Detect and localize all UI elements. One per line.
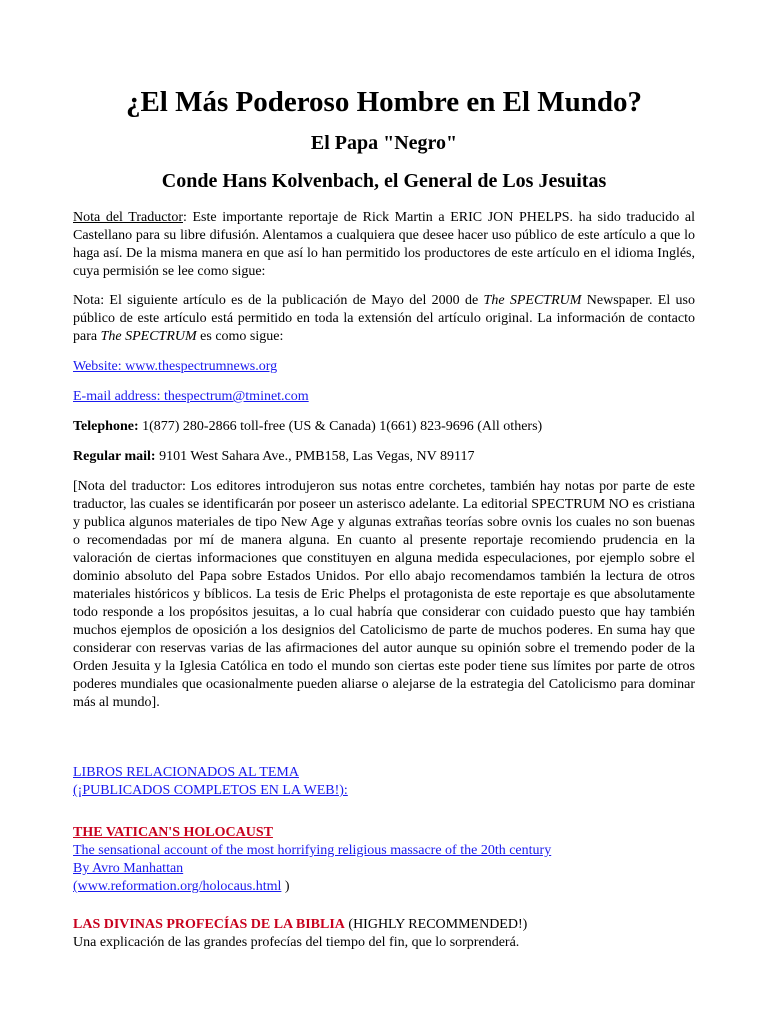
divinas-desc: Una explicación de las grandes profecías del tiempo del fin, que lo sorprenderá. [73, 935, 520, 950]
telephone-label: Telephone: [73, 419, 139, 434]
subtitle: El Papa "Negro" [310, 132, 458, 154]
note-text-2: Newspaper. El uso público de este artículo está permitido en toda la extensión del artículo original. La información de contacto para [73, 293, 695, 344]
related-books-link-1[interactable]: LIBROS RELACIONADOS AL TEMA [73, 765, 299, 780]
note-paragraph [73, 292, 695, 346]
vatican-book-entry [73, 824, 695, 896]
vatican-url-link[interactable]: (www.reformation.org/holocaus.html [73, 879, 282, 894]
mail-label: Regular mail: [73, 449, 156, 464]
email-line [73, 388, 695, 406]
website-link[interactable]: Website: www.thespectrumnews.org [73, 359, 278, 374]
related-books-link-2[interactable]: (¡PUBLICADOS COMPLETOS EN LA WEB!): [73, 783, 348, 798]
mail-line [73, 448, 695, 466]
divinas-book-entry [73, 916, 695, 952]
vatican-desc-link[interactable]: The sensational account of the most horrifying religious massacre of the 20th century [73, 843, 552, 858]
note-italic-1: The SPECTRUM [483, 293, 582, 308]
email-link[interactable]: E-mail address: thespectrum@tminet.com [73, 389, 309, 404]
subtitle-author: Conde Hans Kolvenbach, el General de Los Jesuitas [161, 170, 607, 192]
note-text-3: es como sigue: [196, 329, 284, 344]
website-line [73, 358, 695, 376]
divinas-note: (HIGHLY RECOMMENDED!) [344, 917, 528, 932]
mail-value: 9101 West Sahara Ave., PMB158, Las Vegas, NV 89117 [155, 449, 475, 464]
note-italic-2: The SPECTRUM [100, 329, 197, 344]
telephone-line [73, 418, 695, 436]
vatican-url-close: ) [281, 879, 290, 894]
related-books-heading [73, 764, 695, 800]
translator-note-label: Nota del Traductor [73, 210, 183, 225]
page-title: ¿El Más Poderoso Hombre en El Mundo? [125, 86, 643, 118]
translator-bracket-note: [Nota del traductor: Los editores introdujeron sus notas entre corchetes, también hay notas por parte de este traductor, las cuales se identificarán por poseer un asterisco adelante. La editorial SPECTRUM NO es cristiana y publica algunos materiales de tipo New Age y algunas extrañas teorías sobre ovnis los cuales no son buenas o recomendadas por mí de manera alguna. En cuanto al presente reportaje recomiendo prudencia en la valoración de ciertas informaciones que constituyen en alguna medida especulaciones, por ejemplo sobre el dominio absoluto del Papa sobre Estados Unidos. Por ello abajo recomendamos también la lectura de otros materiales históricos y bíblicos. La tesis de Eric Phelps el protagonista de este reportaje es que absolutamente todo responde a los propósitos jesuitas, a lo cual habría que considerar con cuidado puesto que hay también muchos ejemplos de oposición a los designios del Catolicismo de parte de muchos poderes. En suma hay que considerar con reservas varias de las afirmaciones del autor aunque su opinión sobre el tremendo poder de la Orden Jesuita y la Iglesia Católica en todo el mundo son ciertas este poder tiene sus límites por parte de otros poderes mundiales que ocasionalmente pueden aliarse o alejarse de la estrategia del Catolicismo para dominar más al mundo]. [73, 479, 695, 710]
telephone-value: 1(877) 280-2866 toll-free (US & Canada) 1(661) 823-9696 (All others) [138, 419, 543, 434]
translator-note-text: : Este importante reportaje de Rick Martin a ERIC JON PHELPS. ha sido traducido al Castellano para su libre difusión. Alentamos a cualquiera que desee hacer uso público de este artículo a que lo haga así. De la misma manera en que así lo han permitido los productores de este artículo en el idioma Inglés, cuya permisión se lee como sigue: [73, 210, 696, 279]
vatican-title-link[interactable]: THE VATICAN'S HOLOCAUST [73, 825, 273, 840]
vatican-author-link[interactable]: By Avro Manhattan [73, 861, 184, 876]
note-text-1: Nota: El siguiente artículo es de la publicación de Mayo del 2000 de [73, 293, 484, 308]
divinas-title: LAS DIVINAS PROFECÍAS DE LA BIBLIA [73, 917, 345, 932]
translator-note-paragraph [73, 209, 695, 281]
